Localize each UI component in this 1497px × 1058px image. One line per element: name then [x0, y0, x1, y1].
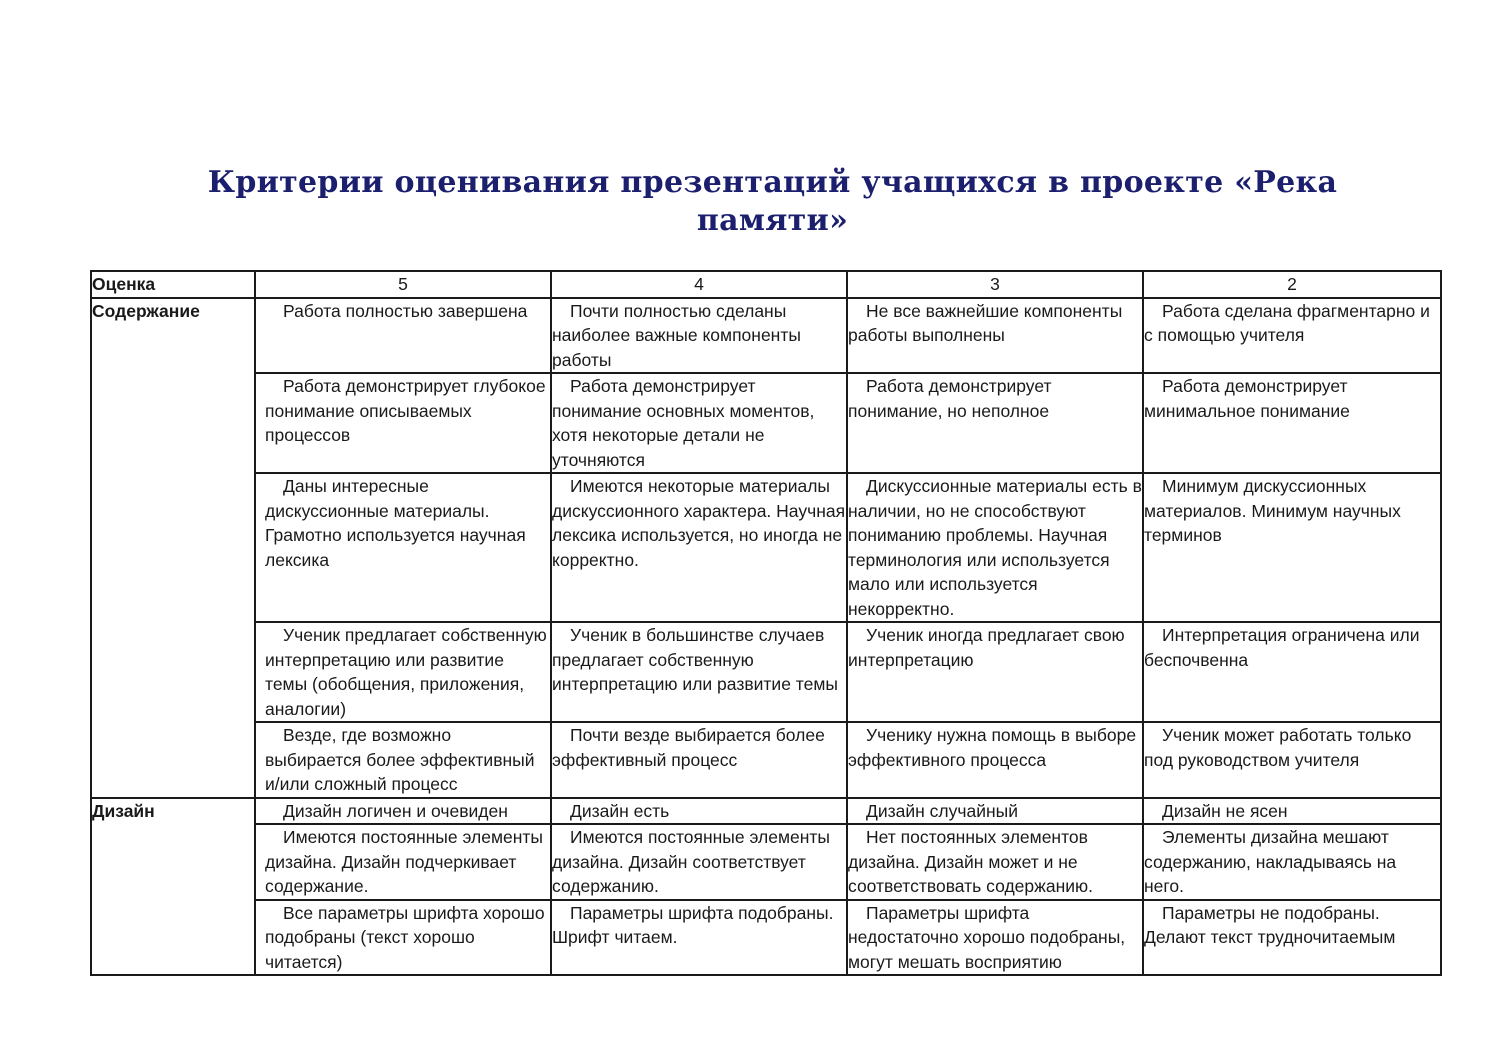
cell-text: Ученик может работать только под руководством учителя	[1144, 725, 1412, 770]
cell-text: Дизайн логичен и очевиден	[283, 800, 508, 821]
criterion-cell-grade-2	[1143, 622, 1441, 722]
cell-text: Дизайн не ясен	[1162, 800, 1288, 821]
criterion-cell-grade-3	[847, 798, 1143, 825]
grade-header-5: 5	[255, 271, 551, 298]
cell-text: Ученик иногда предлагает свою интерпретацию	[848, 625, 1125, 670]
criterion-cell-grade-3	[847, 473, 1143, 622]
cell-text: Работа демонстрирует глубокое понимание описываемых процессов	[265, 376, 546, 445]
criterion-cell-grade-5	[255, 900, 551, 976]
cell-text: Работа полностью завершена	[283, 300, 528, 321]
cell-text: Все параметры шрифта хорошо подобраны (текст хорошо читается)	[265, 902, 545, 972]
page-title: Критерии оценивания презентаций учащихся в проекте «Река памяти»	[207, 165, 1338, 238]
table-row	[91, 824, 1441, 900]
grade-header-2: 2	[1143, 271, 1441, 298]
criterion-cell-grade-2	[1143, 900, 1441, 976]
cell-text: Элементы дизайна мешают содержанию, накладываясь на него.	[1144, 827, 1397, 896]
criterion-cell-grade-2	[1143, 722, 1441, 798]
criterion-cell-grade-3	[847, 900, 1143, 976]
cell-text: Работа сделана фрагментарно и с помощью учителя	[1144, 300, 1430, 345]
cell-text: Имеются постоянные элементы дизайна. Дизайн соответствует содержанию.	[552, 827, 830, 896]
criterion-cell-grade-4	[551, 298, 847, 374]
criterion-cell-grade-5	[255, 824, 551, 900]
criterion-cell-grade-5	[255, 473, 551, 622]
grade-header-label: Оценка	[91, 271, 255, 298]
criterion-cell-grade-2	[1143, 473, 1441, 622]
criterion-cell-grade-2	[1143, 798, 1441, 825]
criterion-cell-grade-2	[1143, 824, 1441, 900]
cell-text: Дискуссионные материалы есть в наличии, но не способствуют пониманию проблемы. Научная терминология или используется мало или используется некорректно.	[848, 476, 1142, 619]
cell-text: Почти везде выбирается более эффективный процесс	[552, 725, 825, 770]
criterion-cell-grade-5	[255, 373, 551, 473]
criterion-label: Дизайн	[91, 798, 255, 976]
cell-text: Параметры шрифта подобраны. Шрифт читаем.	[552, 902, 834, 947]
cell-text: Интерпретация ограничена или беспочвенна	[1144, 625, 1420, 670]
cell-text: Работа демонстрирует понимание основных моментов, хотя некоторые детали не уточняются	[552, 376, 815, 470]
table-row	[91, 798, 1441, 825]
criterion-cell-grade-5	[255, 298, 551, 374]
criterion-cell-grade-4	[551, 722, 847, 798]
criterion-cell-grade-4	[551, 824, 847, 900]
criterion-cell-grade-3	[847, 373, 1143, 473]
cell-text: Ученик в большинстве случаев предлагает собственную интерпретацию или развитие темы	[552, 625, 838, 694]
cell-text: Работа демонстрирует минимальное понимание	[1144, 376, 1350, 421]
cell-text: Дизайн случайный	[866, 800, 1019, 821]
criterion-cell-grade-4	[551, 473, 847, 622]
cell-text: Минимум дискуссионных материалов. Минимум научных терминов	[1144, 476, 1401, 545]
table-row	[91, 473, 1441, 622]
cell-text: Имеются постоянные элементы дизайна. Дизайн подчеркивает содержание.	[265, 827, 543, 896]
cell-text: Ученик предлагает собственную интерпретацию или развитие темы (обобщения, приложения, аналогии)	[265, 625, 547, 719]
cell-text: Не все важнейшие компоненты работы выполнены	[848, 300, 1123, 345]
criterion-cell-grade-3	[847, 722, 1143, 798]
table-row	[91, 373, 1441, 473]
cell-text: Параметры шрифта недостаточно хорошо подобраны, могут мешать восприятию	[848, 902, 1126, 972]
cell-text: Везде, где возможно выбирается более эффективный и/или сложный процесс	[265, 725, 535, 794]
criterion-cell-grade-3	[847, 622, 1143, 722]
grade-header-3: 3	[847, 271, 1143, 298]
criterion-cell-grade-3	[847, 824, 1143, 900]
table-row	[91, 722, 1441, 798]
criterion-cell-grade-2	[1143, 298, 1441, 374]
cell-text: Имеются некоторые материалы дискуссионного характера. Научная лексика используется, но иногда не корректно.	[552, 476, 846, 570]
table-row	[91, 900, 1441, 976]
criterion-cell-grade-4	[551, 900, 847, 976]
criterion-cell-grade-2	[1143, 373, 1441, 473]
cell-text: Даны интересные дискуссионные материалы. Грамотно используется научная лексика	[265, 476, 526, 570]
cell-text: Почти полностью сделаны наиболее важные компоненты работы	[552, 300, 801, 370]
cell-text: Ученику нужна помощь в выборе эффективного процесса	[848, 725, 1137, 770]
rubric-table	[90, 270, 1442, 976]
grade-header-4: 4	[551, 271, 847, 298]
criterion-cell-grade-4	[551, 798, 847, 825]
criterion-cell-grade-5	[255, 722, 551, 798]
cell-text: Дизайн есть	[570, 800, 670, 821]
criterion-cell-grade-4	[551, 373, 847, 473]
cell-text: Параметры не подобраны. Делают текст трудночитаемым	[1144, 902, 1396, 947]
cell-text: Нет постоянных элементов дизайна. Дизайн может и не соответствовать содержанию.	[848, 827, 1093, 896]
criterion-cell-grade-4	[551, 622, 847, 722]
table-header-row	[91, 271, 1441, 298]
criterion-cell-grade-3	[847, 298, 1143, 374]
criterion-cell-grade-5	[255, 622, 551, 722]
rubric-body	[91, 298, 1441, 976]
criterion-cell-grade-5	[255, 798, 551, 825]
criterion-label: Содержание	[91, 298, 255, 798]
cell-text: Работа демонстрирует понимание, но неполное	[848, 376, 1052, 421]
table-row	[91, 622, 1441, 722]
table-row	[91, 298, 1441, 374]
